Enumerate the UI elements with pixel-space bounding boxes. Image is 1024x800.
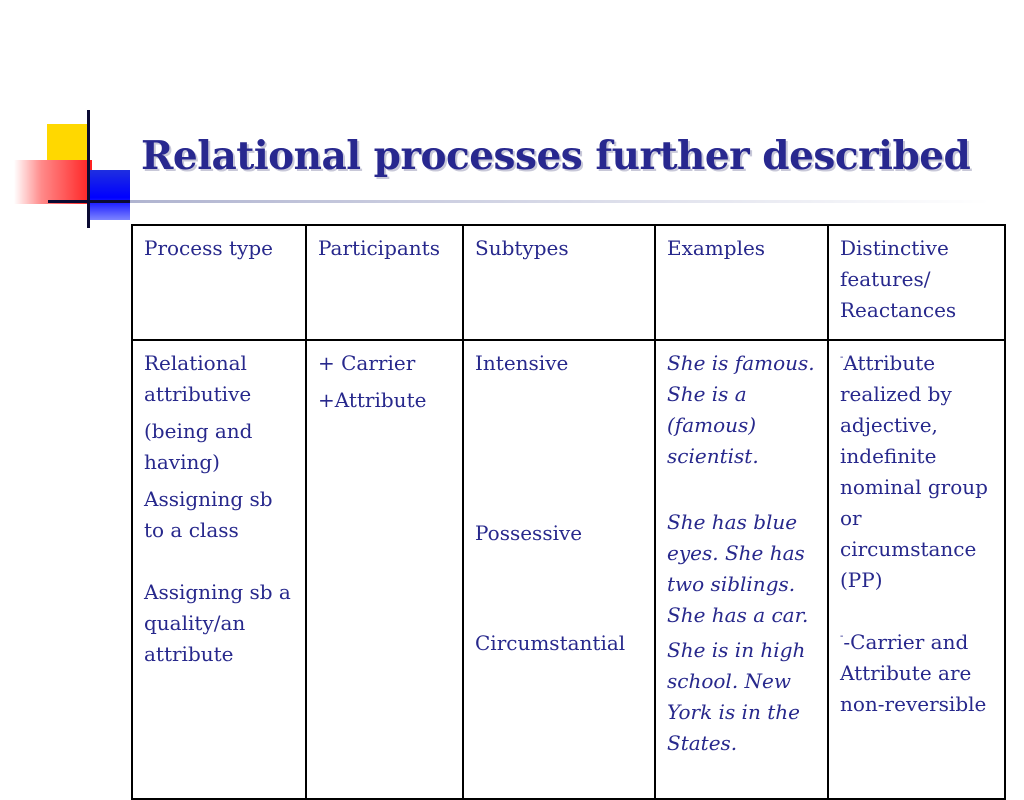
process-table — [131, 224, 1004, 800]
bullet-marker: - — [840, 631, 844, 642]
bullet-marker: - — [840, 352, 844, 363]
cell-participants — [306, 340, 463, 799]
header-distinctive-features: Distinctive features/ Reactances — [828, 225, 1005, 340]
decor-red-bar — [14, 160, 92, 204]
cell-process-type — [132, 340, 306, 799]
subtype-intensive: Intensive — [475, 351, 569, 375]
decor-horizontal-line — [48, 200, 132, 203]
title-underline — [130, 200, 990, 203]
process-type-quality: Assigning sb a quality/an attribute — [144, 580, 291, 666]
process-type-class: Assigning sb to a class — [144, 487, 273, 542]
table-row — [132, 340, 1005, 799]
participant-attribute: +Attribute — [318, 388, 427, 412]
header-process-type: Process type — [132, 225, 306, 340]
table-header-row — [132, 225, 1005, 340]
feature-non-reversible — [840, 627, 996, 720]
example-intensive: She is famous. She is a (famous) scientist. — [667, 351, 815, 468]
decor-vertical-line — [87, 110, 90, 228]
process-type-gloss: (being and having) — [144, 419, 253, 474]
feature-attribute-realization — [840, 348, 996, 596]
example-circumstantial: She is in high school. New York is in the States. — [667, 638, 806, 755]
feature-attribute-text: Attribute realized by adjective, indefinite nominal group or circumstance (PP) — [840, 351, 988, 592]
cell-distinctive-features — [828, 340, 1005, 799]
header-subtypes: Subtypes — [463, 225, 655, 340]
participant-carrier: + Carrier — [318, 351, 416, 375]
decor-blue-square — [89, 170, 130, 220]
subtype-circumstantial: Circumstantial — [475, 631, 626, 655]
cell-examples — [655, 340, 828, 799]
header-examples: Examples — [655, 225, 828, 340]
subtype-possessive: Possessive — [475, 521, 583, 545]
header-participants: Participants — [306, 225, 463, 340]
process-type-name: Relational attributive — [144, 351, 252, 406]
feature-non-reversible-text: -Carrier and Attribute are non-reversible — [840, 630, 987, 716]
cell-subtypes — [463, 340, 655, 799]
slide-title: Relational processes further described — [141, 133, 971, 179]
example-possessive: She has blue eyes. She has two siblings. She has a car. — [667, 510, 809, 627]
